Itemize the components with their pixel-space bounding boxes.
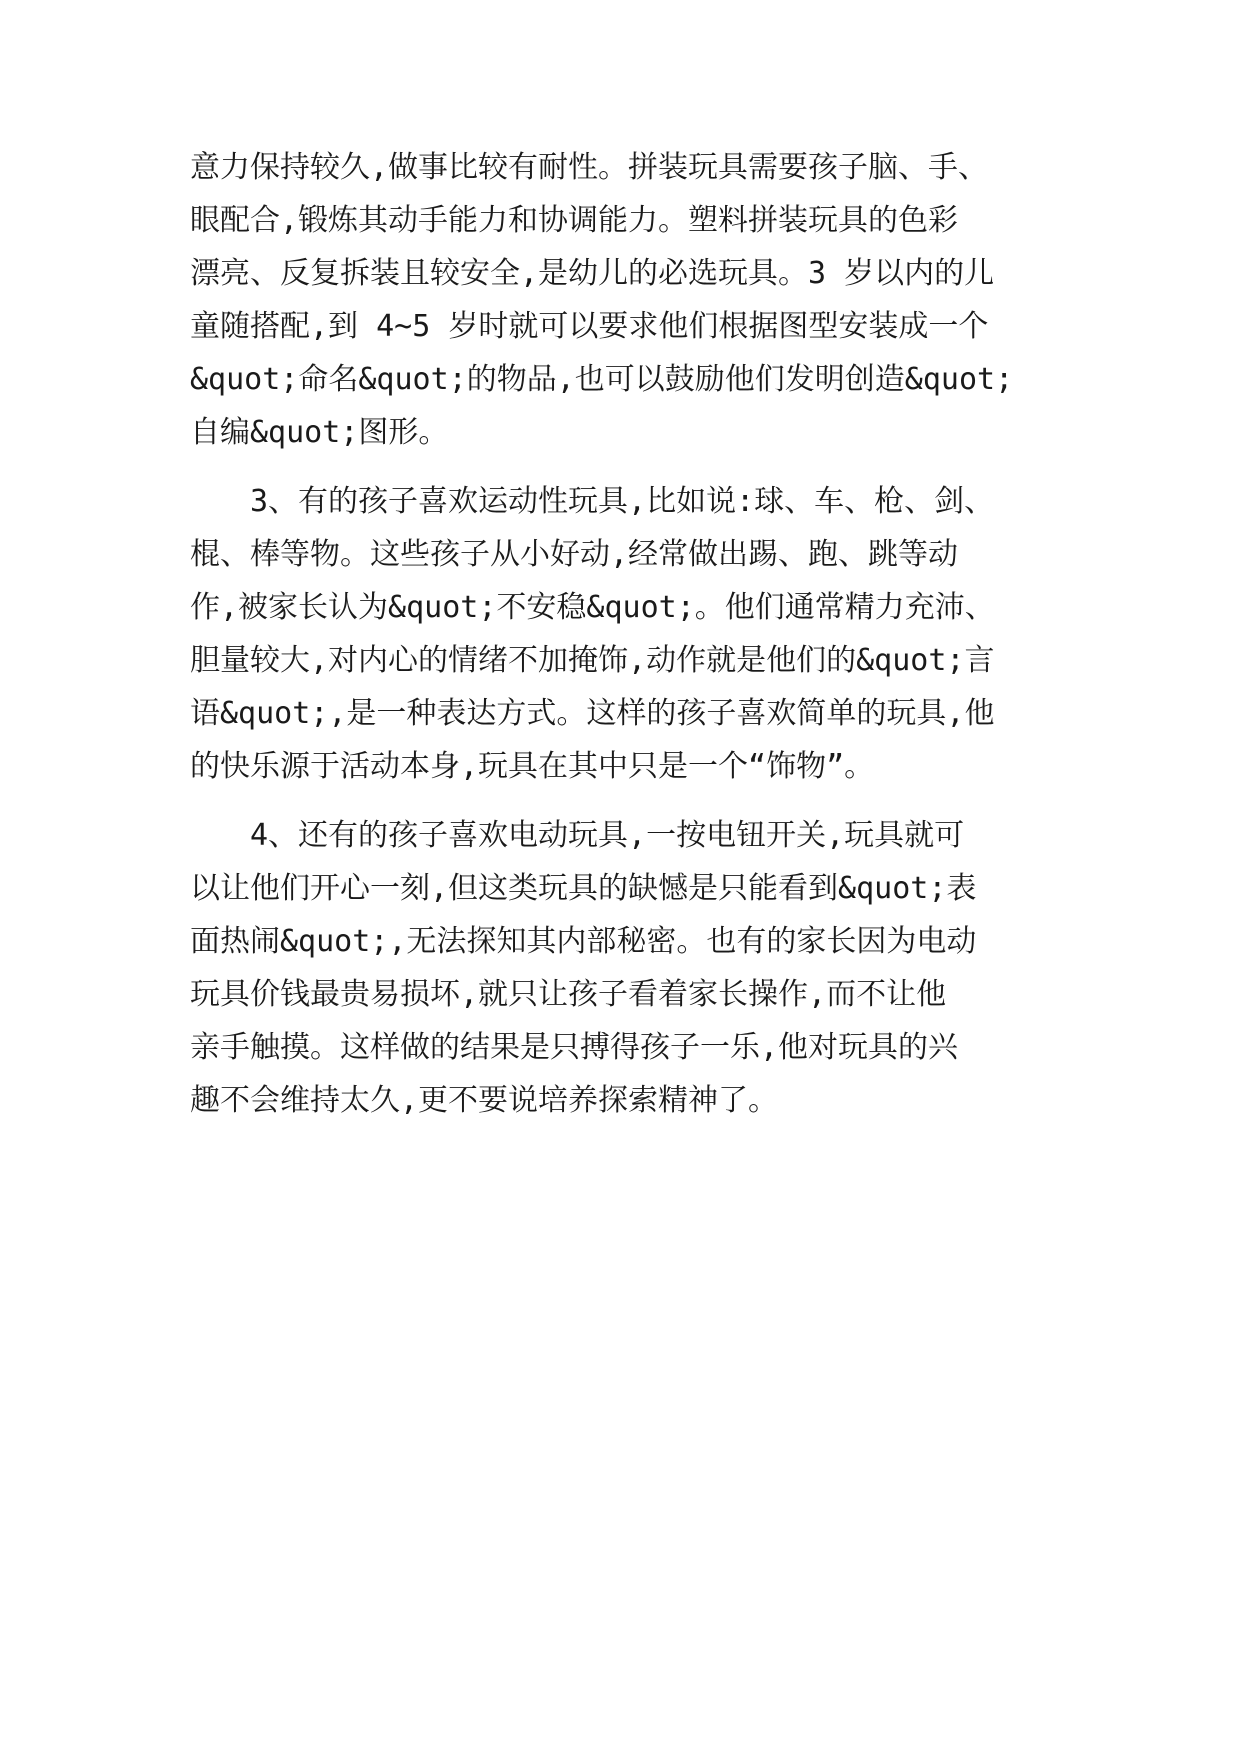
text-line: 胆量较大,对内心的情绪不加掩饰,动作就是他们的&quot;言 (190, 643, 995, 678)
text-line: 意力保持较久,做事比较有耐性。拼装玩具需要孩子脑、手、 (190, 150, 989, 185)
text-line: 趣不会维持太久,更不要说培养探索精神了。 (190, 1083, 779, 1118)
text-line: 眼配合,锻炼其动手能力和协调能力。塑料拼装玩具的色彩 (190, 203, 959, 238)
text-line: 棍、棒等物。这些孩子从小好动,经常做出踢、跑、跳等动 (190, 537, 959, 572)
text-line: 面热闹&quot;,无法探知其内部秘密。也有的家长因为电动 (190, 924, 977, 959)
text-line: 3、有的孩子喜欢运动性玩具,比如说:球、车、枪、剑、 (250, 484, 995, 519)
text-line: 亲手触摸。这样做的结果是只搏得孩子一乐,他对玩具的兴 (190, 1030, 959, 1065)
text-line: 以让他们开心一刻,但这类玩具的缺憾是只能看到&quot;表 (190, 871, 977, 906)
text-line: 童随搭配,到 4~5 岁时就可以要求他们根据图型安装成一个 (190, 309, 989, 344)
text-line: 的快乐源于活动本身,玩具在其中只是一个“饰物”。 (190, 749, 875, 784)
text-line: 自编&quot;图形。 (190, 415, 449, 450)
text-line: 作,被家长认为&quot;不安稳&quot;。他们通常精力充沛、 (190, 590, 995, 625)
text-line: 语&quot;,是一种表达方式。这样的孩子喜欢简单的玩具,他 (190, 696, 995, 731)
text-line: 4、还有的孩子喜欢电动玩具,一按电钮开关,玩具就可 (250, 818, 965, 853)
text-line: 漂亮、反复拆装且较安全,是幼儿的必选玩具。3 岁以内的儿 (190, 256, 995, 291)
text-line: &quot;命名&quot;的物品,也可以鼓励他们发明创造&quot; (190, 362, 1014, 397)
text-line: 玩具价钱最贵易损坏,就只让孩子看着家长操作,而不让他 (190, 977, 947, 1012)
